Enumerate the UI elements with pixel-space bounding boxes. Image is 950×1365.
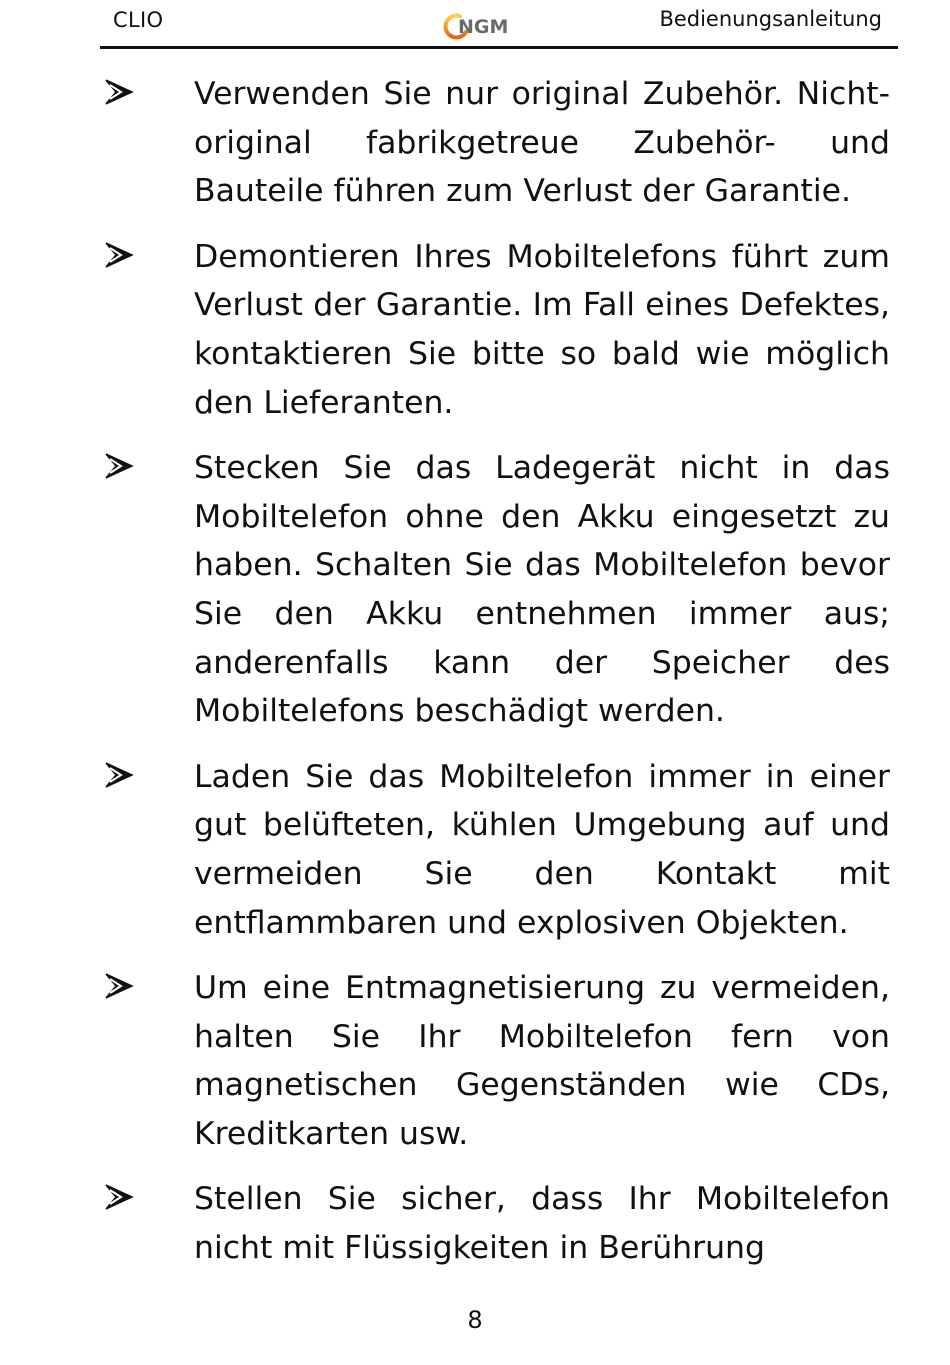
list-item-text: Stecken Sie das Ladegerät nicht in das Mobiltelefon ohne den Akku eingesetzt zu haben. Schalten Sie das Mobiltelefon bevor Sie den Akku entnehmen immer aus; anderenfalls kann der Speicher des Mobiltelefons beschädigt werden. [194,450,890,730]
list-item-text: Um eine Entmagnetisierung zu vermeiden, halten Sie Ihr Mobiltelefon fern von magnetischen Gegenständen wie CDs, Kreditkarten usw. [194,970,890,1152]
arrowhead-bullet-icon [104,1183,134,1211]
header-manual-title: Bedienungsanleitung [659,7,882,31]
list-item [104,444,890,736]
arrowhead-bullet-icon [104,241,134,269]
page-header [100,0,898,49]
list-item [104,753,890,947]
list-item [104,70,890,216]
safety-instructions-list [104,70,890,1290]
list-item [104,964,890,1158]
list-item [104,1175,890,1272]
list-item-text: Laden Sie das Mobiltelefon immer in einer gut belüfteten, kühlen Umgebung auf und vermeiden Sie den Kontakt mit entflammbaren und explosiven Objekten. [194,758,890,941]
arrowhead-bullet-icon [104,972,134,1000]
arrowhead-bullet-icon [104,452,134,480]
list-item-text: Demontieren Ihres Mobiltelefons führt zum Verlust der Garantie. Im Fall eines Defektes, kontaktieren Sie bitte so bald wie möglich den Lieferanten. [194,238,890,421]
page-number: 8 [467,1306,483,1334]
list-item-text: Verwenden Sie nur original Zubehör. Nicht-original fabrikgetreue Zubehör- und Bauteile führen zum Verlust der Garantie. [194,76,890,210]
list-item [104,233,890,427]
arrowhead-bullet-icon [104,761,134,789]
header-model-name: CLIO [113,8,164,32]
arrowhead-bullet-icon [104,78,134,106]
logo-lettering: NGM [458,16,509,38]
ngm-logo [442,10,542,40]
list-item-text: Stellen Sie sicher, dass Ihr Mobiltelefon nicht mit Flüssigkeiten in Berührung [194,1181,890,1267]
